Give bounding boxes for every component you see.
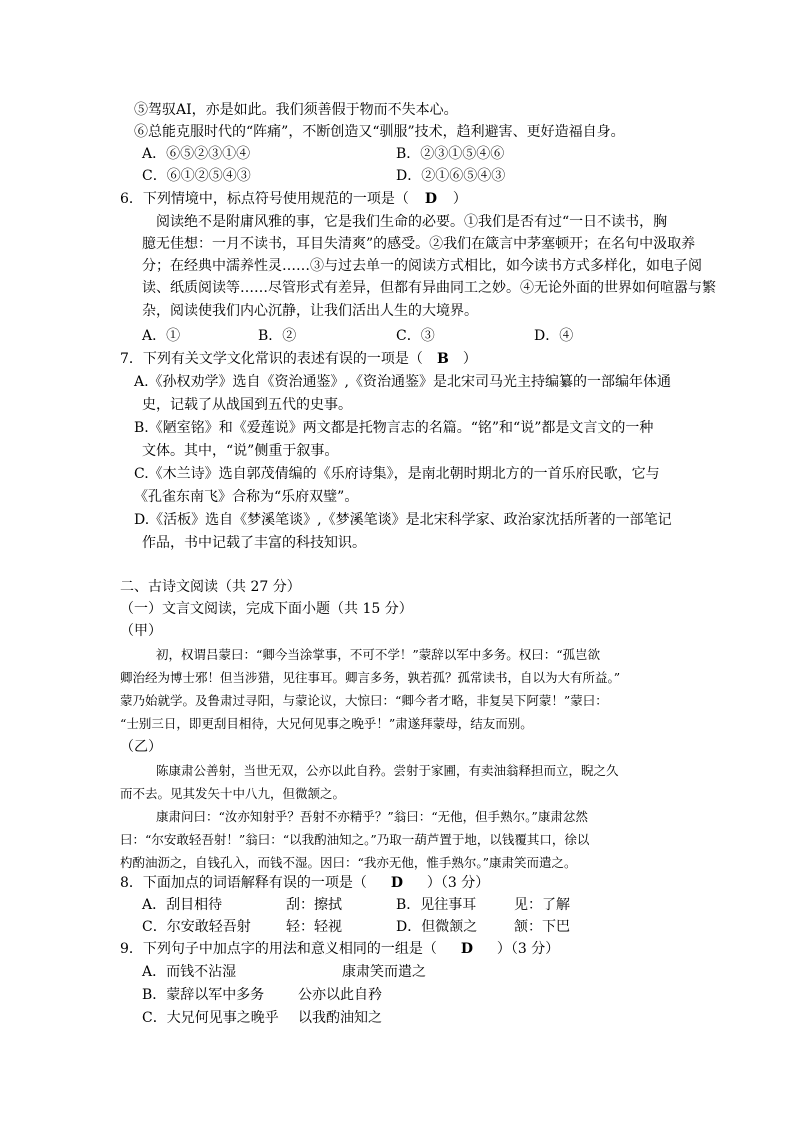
- q7-line: C.《木兰诗》选自郭茂倩编的《乐府诗集》，是南北朝时期北方的一首乐府民歌，它与: [134, 466, 660, 482]
- q8-stem-close: ）（3 分）: [426, 875, 490, 891]
- q9-option-c-compare: 以我酌油知之: [298, 1010, 382, 1026]
- yi-line: 曰：“尔安敢轻吾射！”翁曰：“以我酌油知之。”乃取一葫芦置于地，以钱覆其口，徐以: [120, 832, 590, 847]
- q8-stem-text: 8．下面加点的词语解释有误的一项是（: [120, 875, 367, 891]
- q8-option-c: C．尔安敢轻吾射: [142, 919, 251, 935]
- q8-option-b: B．见往事耳: [396, 897, 477, 913]
- q8-stem: [120, 873, 489, 893]
- q7-stem-text: 7．下列有关文学文化常识的表述有误的一项是（: [120, 351, 423, 367]
- q7-stem: [120, 349, 477, 369]
- yi-line: 康肃问曰：“汝亦知射乎？吾射不亦精乎？”翁曰：“无他，但手熟尔。”康肃忿然: [156, 809, 588, 824]
- q7-line: 史，记载了从战国到五代的史事。: [142, 397, 352, 413]
- q8-option-a: A．刮目相待: [142, 897, 223, 913]
- jia-line: 卿治经为博士邪！但当涉猎，见往事耳。卿言多务，孰若孤？孤常读书，自以为大有所益。”: [120, 670, 621, 685]
- q9-stem-close: ）（3 分）: [496, 941, 560, 957]
- q6-stem-close: ）: [452, 191, 467, 207]
- q8-option-d: D．但微颔之: [396, 919, 478, 935]
- q6-stem-text: 6．下列情境中，标点符号使用规范的一项是（: [120, 191, 409, 207]
- q5-option-a: A．⑥⑤②③①④: [142, 146, 251, 162]
- q7-stem-close: ）: [462, 351, 477, 367]
- q7-line: 《孔雀东南飞》合称为“乐府双璧”。: [134, 489, 359, 505]
- section2-subtitle: （一）文言文阅读，完成下面小题（共 15 分）: [120, 601, 413, 617]
- q6-passage-line: 阅读绝不是附庸风雅的事，它是我们生命的必要。①我们是否有过“一日不读书，胸: [156, 214, 668, 230]
- jia-line: 初，权谓吕蒙曰：“卿今当涂掌事，不可不学！”蒙辞以军中多务。权曰：“孤岂欲: [156, 647, 601, 662]
- q5-item-6: ⑥总能克服时代的“阵痛”，不断创造又“驯服”技术，趋利避害、更好造福自身。: [134, 124, 625, 140]
- jia-line: “士别三日，即更刮目相待，大兄何见事之晚乎！”肃遂拜蒙母，结友而别。: [120, 716, 533, 731]
- jia-line: 蒙乃始就学。及鲁肃过寻阳，与蒙论议，大惊曰：“卿今者才略，非复吴下阿蒙！”蒙曰：: [120, 693, 608, 708]
- q5-option-c: C．⑥①②⑤④③: [142, 168, 251, 184]
- q9-option-b-compare: 公亦以此自矜: [298, 987, 382, 1003]
- q9-option-a: A．而钱不沾湿: [142, 964, 237, 980]
- q6-option-d: D．④: [534, 328, 574, 344]
- yi-line: 杓酌油沥之，自钱孔入，而钱不湿。因曰：“我亦无他，惟手熟尔。”康肃笑而遣之。: [120, 855, 577, 870]
- q6-answer: D: [424, 191, 437, 207]
- q8-option-b-gloss: 见：了解: [514, 897, 570, 913]
- q9-option-a-compare: 康肃笑而遣之: [342, 964, 426, 980]
- q9-stem: [120, 939, 559, 959]
- q9-stem-text: 9．下列句子中加点字的用法和意义相同的一组是（: [120, 941, 437, 957]
- yi-line: 而不去。见其发矢十中八九，但微颔之。: [120, 786, 346, 801]
- q6-option-a: A．①: [142, 328, 181, 344]
- q8-option-d-gloss: 颔：下巴: [514, 919, 570, 935]
- q7-answer: B: [436, 351, 449, 367]
- q6-passage-line: 杂，阅读使我们内心沉静，让我们活出人生的大境界。: [142, 303, 478, 319]
- q6-passage-line: 分；在经典中濡养性灵……③与过去单一的阅读方式相比，如今读书方式多样化，如电子阅: [142, 258, 702, 274]
- q5-option-b: B．②③①⑤④⑥: [396, 146, 505, 162]
- q7-line: B.《陋室铭》和《爱莲说》两文都是托物言志的名篇。“铭”和“说”都是文言文的一种: [134, 420, 654, 436]
- q6-option-b: B．②: [258, 328, 297, 344]
- q7-line: 作品，书中记载了丰富的科技知识。: [142, 535, 366, 551]
- q9-answer: D: [460, 941, 473, 957]
- q7-line: D.《活板》选自《梦溪笔谈》,《梦溪笔谈》是北宋科学家、政治家沈括所著的一部笔记: [134, 512, 672, 528]
- q9-option-b: B．蒙辞以军中多务: [142, 987, 265, 1003]
- q6-option-c: C．③: [396, 328, 435, 344]
- section2-title: 二、古诗文阅读（共 27 分）: [120, 579, 301, 595]
- q5-option-d: D．②①⑥⑤④③: [396, 168, 506, 184]
- q7-line: A.《孙权劝学》选自《资治通鉴》,《资治通鉴》是北宋司马光主持编纂的一部编年体通: [134, 374, 672, 390]
- q6-passage-line: 臆无佳想：一月不读书，耳目失清爽”的感受。②我们在箴言中茅塞顿开；在名句中汲取养: [142, 236, 696, 252]
- yi-line: 陈康肃公善射，当世无双，公亦以此自矜。尝射于家圃，有卖油翁释担而立，睨之久: [156, 763, 619, 778]
- q8-option-c-gloss: 轻：轻视: [286, 919, 342, 935]
- q6-stem: [120, 189, 467, 209]
- passage-jia-label: （甲）: [120, 623, 162, 639]
- q9-option-c: C．大兄何见事之晚乎: [142, 1010, 279, 1026]
- q7-line: 文体。其中，“说”侧重于叙事。: [142, 443, 339, 459]
- q8-option-a-gloss: 刮：擦拭: [286, 897, 342, 913]
- passage-yi-label: （乙）: [120, 739, 162, 755]
- q6-passage-line: 读、纸质阅读等……尽管形式有差异，但都有异曲同工之妙。④无论外面的世界如何喧嚣与繁: [142, 280, 716, 296]
- q5-item-5: ⑤驾驭AI，亦是如此。我们须善假于物而不失本心。: [134, 102, 458, 118]
- q8-answer: D: [390, 875, 403, 891]
